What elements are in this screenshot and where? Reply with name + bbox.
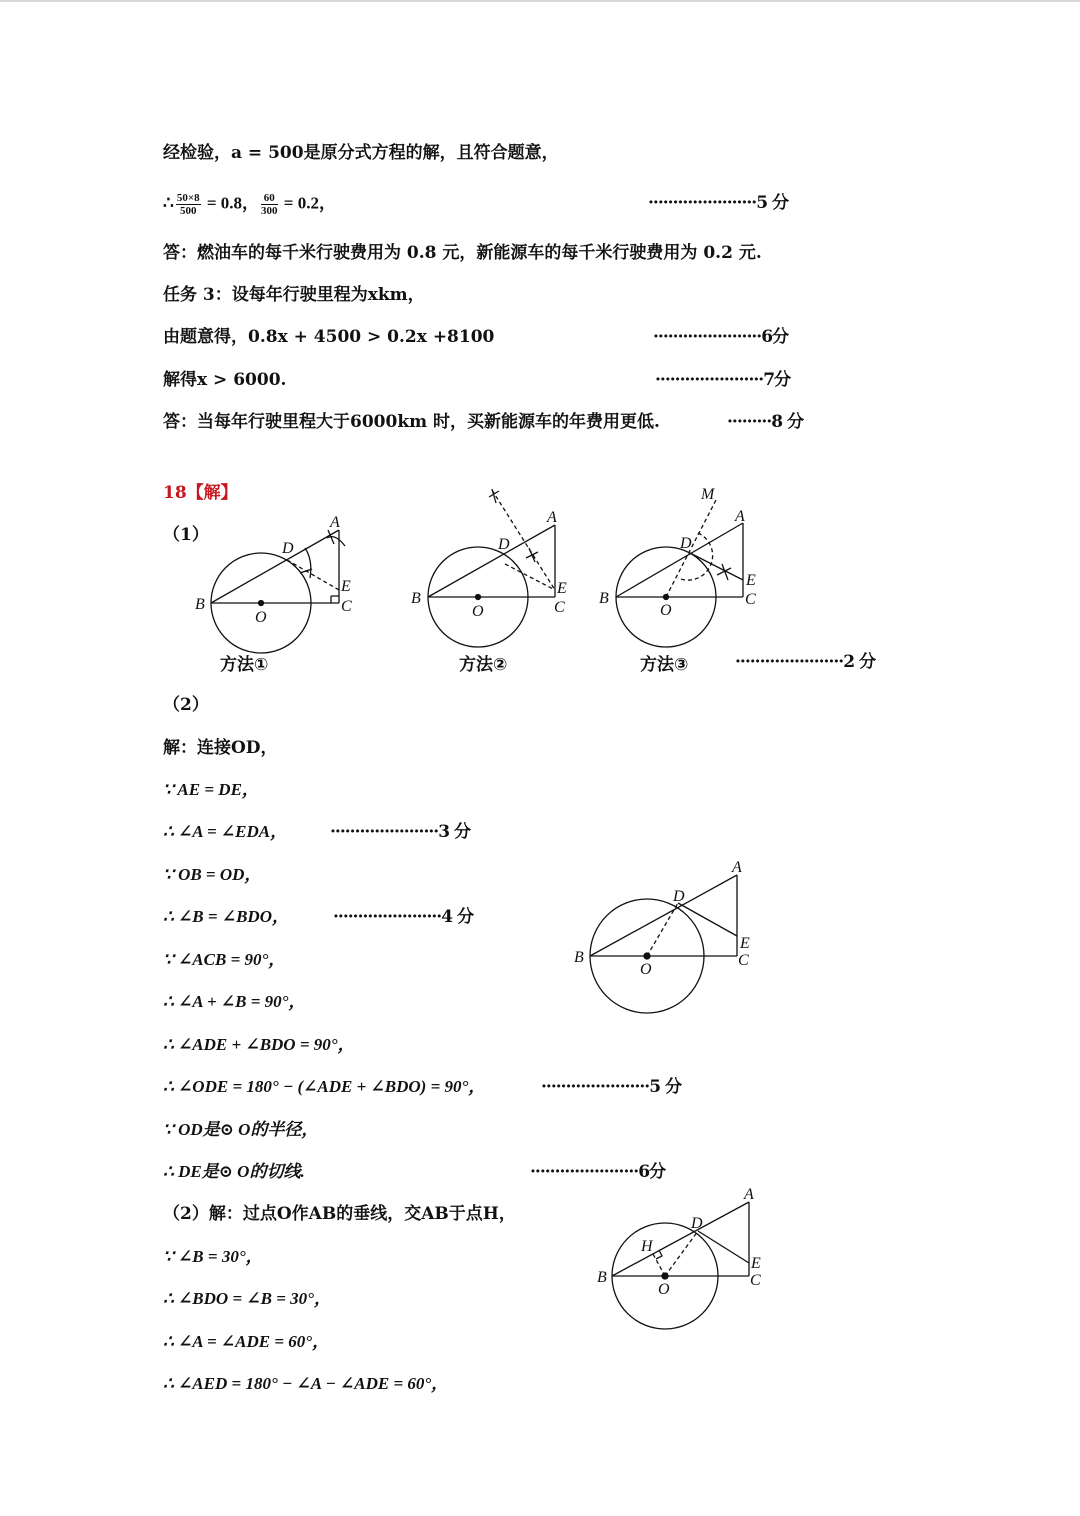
point-label-a: A [732,859,742,876]
point-label-d: D [673,888,685,905]
figure-tangent-proof [574,859,750,1013]
proof-line: ∴ ∠ADE + ∠BDO = 90°， [163,1035,355,1054]
question-heading: 18【解】 [163,483,238,503]
part-label: （1） [163,525,209,545]
point-label-o: O [472,603,484,620]
equation-part: = 0.8， [206,193,260,213]
proof-line: 解：连接OD， [163,738,278,758]
point-label-b: B [574,949,584,966]
method-1-caption: 方法① [220,655,269,675]
method-3-caption: 方法③ [640,655,689,675]
point-label-a: A [330,514,340,531]
point-label-b: B [195,596,205,613]
proof-line: ∵ OD是⊙ O的半径， [163,1120,319,1139]
therefore-symbol: ∴ [163,193,174,213]
numerator: 60 [261,192,278,205]
point-label-o: O [255,609,267,626]
score-marker: ······················7分 [655,370,791,390]
figure-method-2 [411,489,567,675]
point-label-a: A [744,1186,754,1203]
denominator: 300 [261,205,278,217]
point-label-c: C [750,1272,761,1289]
text-line: 答：当每年行驶里程大于6000km 时，买新能源车的年费用更低. [163,412,660,432]
proof-line: ∴ ∠A + ∠B = 90°， [163,992,306,1011]
proof-line: ∵ OB = OD， [163,865,262,884]
text-line: 任务 3：设每年行驶里程为xkm， [163,285,425,305]
point-label-d: D [691,1215,703,1232]
point-label-e: E [341,578,351,595]
score-marker: ·········8 分 [727,412,804,432]
proof-line: ∵ ∠ACB = 90°， [163,950,286,969]
point-label-b: B [599,590,609,607]
score-marker: ······················3 分 [330,822,470,842]
point-label-c: C [738,952,749,969]
figure-method-3 [599,486,756,675]
point-label-m: M [701,486,715,503]
figure-method-1 [195,514,352,675]
proof-line: ∴ ∠ODE = 180° − (∠ADE + ∠BDO) = 90°， [163,1077,486,1096]
point-label-e: E [751,1255,761,1272]
method-2-caption: 方法② [459,655,508,675]
point-label-o: O [660,602,672,619]
point-label-e: E [557,580,567,597]
point-label-c: C [745,591,756,608]
text-line: 经检验，a = 500是原分式方程的解，且符合题意， [163,143,559,163]
point-label-a: A [735,508,745,525]
point-label-e: E [746,572,756,589]
text-line: 答：燃油车的每千米行驶费用为 0.8 元，新能源车的每千米行驶费用为 0.2 元. [163,243,762,263]
text-line: 解得x > 6000. [163,370,287,390]
proof-line: （2）解：过点O作AB的垂线，交AB于点H， [163,1204,516,1224]
score-marker: ······················6分 [530,1162,666,1182]
point-label-o: O [658,1281,670,1298]
score-marker: ······················2 分 [735,652,875,672]
point-label-d: D [282,540,294,557]
proof-line: ∵ AE = DE， [163,780,259,799]
point-label-b: B [411,590,421,607]
point-label-d: D [680,535,692,552]
equation-part: = 0.2， [283,193,336,213]
point-label-c: C [341,598,352,615]
text-line: 由题意得，0.8x + 4500 > 0.2x +8100 [163,327,495,347]
score-marker: ······················5 分 [648,193,788,213]
numerator: 50×8 [176,192,200,204]
proof-line: ∴ ∠B = ∠BDO， [163,907,289,926]
point-label-b: B [597,1269,607,1286]
proof-line: ∴ ∠A = ∠ADE = 60°， [163,1332,330,1351]
point-label-a: A [547,509,557,526]
score-marker: ······················6分 [653,327,789,347]
proof-line: ∵ ∠B = 30°， [163,1247,263,1266]
denominator: 500 [179,205,197,217]
point-label-e: E [740,935,750,952]
score-marker: ······················4 分 [333,907,473,927]
point-label-d: D [498,536,510,553]
figure-perpendicular-proof [597,1186,761,1329]
score-marker: ······················5 分 [541,1077,681,1097]
proof-line: ∴ DE是⊙ O的切线. [163,1162,305,1181]
proof-line: ∴ ∠AED = 180° − ∠A − ∠ADE = 60°， [163,1374,449,1393]
proof-line: ∴ ∠A = ∠EDA， [163,822,288,841]
part-label: （2） [163,695,209,715]
point-label-h: H [641,1238,653,1255]
point-label-c: C [554,599,565,616]
point-label-o: O [640,961,652,978]
proof-line: ∴ ∠BDO = ∠B = 30°， [163,1289,331,1308]
